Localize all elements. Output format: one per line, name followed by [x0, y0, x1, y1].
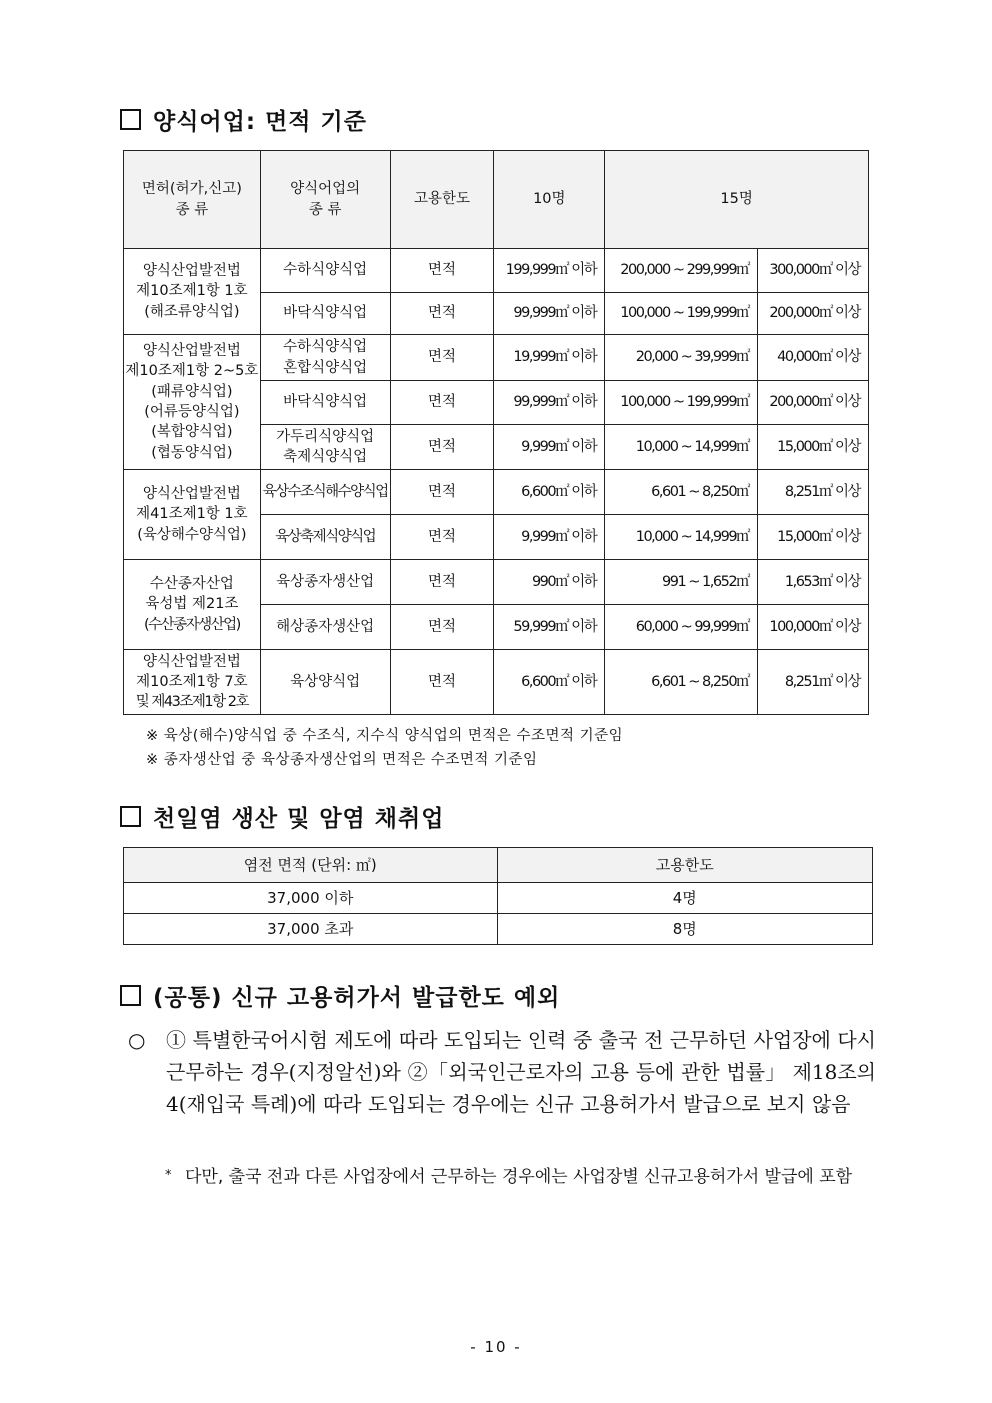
law-cell: 양식산업발전법 제10조제1항 2~5호 (패류양식업) (어류등양식업) (복합양식업) (협동양식업) — [124, 335, 261, 470]
value-10-cell: 19,999㎡ 이하 — [494, 335, 605, 381]
value-15-over-cell: 15,000㎡ 이상 — [758, 515, 869, 560]
type-cell: 바닥식양식업 — [260, 293, 390, 335]
area-cell: 37,000 초과 — [124, 914, 498, 945]
square-bullet-icon — [120, 109, 141, 130]
header-aquaculture-type: 양식어업의 종 류 — [260, 151, 390, 249]
value-10-cell: 6,600㎡ 이하 — [494, 470, 605, 515]
value-15-over-cell: 300,000㎡ 이상 — [758, 249, 869, 293]
note-seed-production: ※ 종자생산업 중 육상종자생산업의 면적은 수조면적 기준임 — [146, 752, 538, 768]
value-10-cell: 99,999㎡ 이하 — [494, 381, 605, 425]
law-cell: 수산종자산업 육성법 제21조 (수산종자생산업) — [124, 560, 261, 650]
value-15-range-cell: 20,000 ~ 39,999㎡ — [605, 335, 758, 381]
table-row — [124, 914, 873, 945]
type-cell: 수하식양식업 혼합식양식업 — [260, 335, 390, 381]
basis-cell: 면적 — [390, 515, 494, 560]
value-15-range-cell: 200,000 ~ 299,999㎡ — [605, 249, 758, 293]
header-15-persons: 15명 — [605, 151, 869, 249]
basis-cell: 면적 — [390, 425, 494, 470]
value-10-cell: 59,999㎡ 이하 — [494, 605, 605, 650]
law-cell: 양식산업발전법 제10조제1항 1호 (해조류양식업) — [124, 249, 261, 335]
aquaculture-table — [123, 150, 869, 715]
section-title-salt: 천일염 생산 및 암염 채취업 — [120, 800, 444, 833]
basis-cell: 면적 — [390, 650, 494, 715]
header-license-type: 면허(허가,신고) 종 류 — [124, 151, 261, 249]
value-15-over-cell: 200,000㎡ 이상 — [758, 381, 869, 425]
value-15-over-cell: 200,000㎡ 이상 — [758, 293, 869, 335]
value-15-range-cell: 6,601 ~ 8,250㎡ — [605, 650, 758, 715]
type-cell: 육상양식업 — [260, 650, 390, 715]
value-15-range-cell: 6,601 ~ 8,250㎡ — [605, 470, 758, 515]
basis-cell: 면적 — [390, 605, 494, 650]
type-cell: 육상축제식양식업 — [260, 515, 390, 560]
limit-cell: 4명 — [497, 883, 872, 914]
basis-cell: 면적 — [390, 560, 494, 605]
type-cell: 육상종자생산업 — [260, 560, 390, 605]
header-employment-limit: 고용한도 — [390, 151, 494, 249]
square-bullet-icon — [120, 985, 141, 1006]
header-salt-area: 염전 면적 (단위: ㎡) — [124, 848, 498, 883]
exception-text: ① 특별한국어시험 제도에 따라 도입되는 인력 중 출국 전 근무하던 사업장에 다시 근무하는 경우(지정알선)와 ②「외국인근로자의 고용 등에 관한 법률」 제18조의4(재입국 특례)에 따라 도입되는 경우에는 신규 고용허가서 발급으로 보지 않음 — [166, 1028, 876, 1116]
salt-table — [123, 847, 873, 945]
value-15-over-cell: 8,251㎡ 이상 — [758, 470, 869, 515]
basis-cell: 면적 — [390, 249, 494, 293]
value-15-over-cell: 40,000㎡ 이상 — [758, 335, 869, 381]
value-15-range-cell: 10,000 ~ 14,999㎡ — [605, 425, 758, 470]
limit-cell: 8명 — [497, 914, 872, 945]
section-title-exception: (공통) 신규 고용허가서 발급한도 예외 — [120, 979, 560, 1012]
note-tank-area: ※ 육상(해수)양식업 중 수조식, 지수식 양식업의 면적은 수조면적 기준임 — [146, 728, 624, 744]
value-15-over-cell: 8,251㎡ 이상 — [758, 650, 869, 715]
basis-cell: 면적 — [390, 335, 494, 381]
value-10-cell: 199,999㎡ 이하 — [494, 249, 605, 293]
asterisk-icon: * — [165, 1168, 172, 1183]
law-cell: 양식산업발전법 제41조제1항 1호 (육상해수양식업) — [124, 470, 261, 560]
value-15-range-cell: 991 ~ 1,652㎡ — [605, 560, 758, 605]
table-row — [124, 249, 869, 293]
page-number: - 10 - — [470, 1338, 522, 1356]
basis-cell: 면적 — [390, 381, 494, 425]
value-15-range-cell: 60,000 ~ 99,999㎡ — [605, 605, 758, 650]
value-10-cell: 9,999㎡ 이하 — [494, 515, 605, 560]
circle-bullet-icon: ○ — [128, 1028, 146, 1052]
law-cell: 양식산업발전법 제10조제1항 7호 및 제43조제1항 2호 — [124, 650, 261, 715]
header-10-persons: 10명 — [494, 151, 605, 249]
type-cell: 바닥식양식업 — [260, 381, 390, 425]
type-cell: 가두리식양식업 축제식양식업 — [260, 425, 390, 470]
header-employment-limit: 고용한도 — [497, 848, 872, 883]
basis-cell: 면적 — [390, 470, 494, 515]
value-10-cell: 9,999㎡ 이하 — [494, 425, 605, 470]
type-cell: 수하식양식업 — [260, 249, 390, 293]
type-cell: 해상종자생산업 — [260, 605, 390, 650]
value-15-over-cell: 15,000㎡ 이상 — [758, 425, 869, 470]
exception-paragraph — [128, 1024, 876, 1120]
table-row — [124, 335, 869, 381]
type-cell: 육상수조식해수양식업 — [260, 470, 390, 515]
table-row — [124, 650, 869, 715]
table-row — [124, 883, 873, 914]
value-10-cell: 990㎡ 이하 — [494, 560, 605, 605]
value-10-cell: 99,999㎡ 이하 — [494, 293, 605, 335]
section-title-aquaculture: 양식어업: 면적 기준 — [120, 103, 367, 136]
value-15-over-cell: 1,653㎡ 이상 — [758, 560, 869, 605]
basis-cell: 면적 — [390, 293, 494, 335]
square-bullet-icon — [120, 806, 141, 827]
table-row — [124, 470, 869, 515]
value-10-cell: 6,600㎡ 이하 — [494, 650, 605, 715]
value-15-range-cell: 10,000 ~ 14,999㎡ — [605, 515, 758, 560]
value-15-range-cell: 100,000 ~ 199,999㎡ — [605, 293, 758, 335]
exception-footnote — [165, 1164, 875, 1191]
value-15-over-cell: 100,000㎡ 이상 — [758, 605, 869, 650]
value-15-range-cell: 100,000 ~ 199,999㎡ — [605, 381, 758, 425]
footnote-text: 다만, 출국 전과 다른 사업장에서 근무하는 경우에는 사업장별 신규고용허가서 발급에 포함 — [185, 1167, 853, 1187]
area-cell: 37,000 이하 — [124, 883, 498, 914]
table-row — [124, 560, 869, 605]
